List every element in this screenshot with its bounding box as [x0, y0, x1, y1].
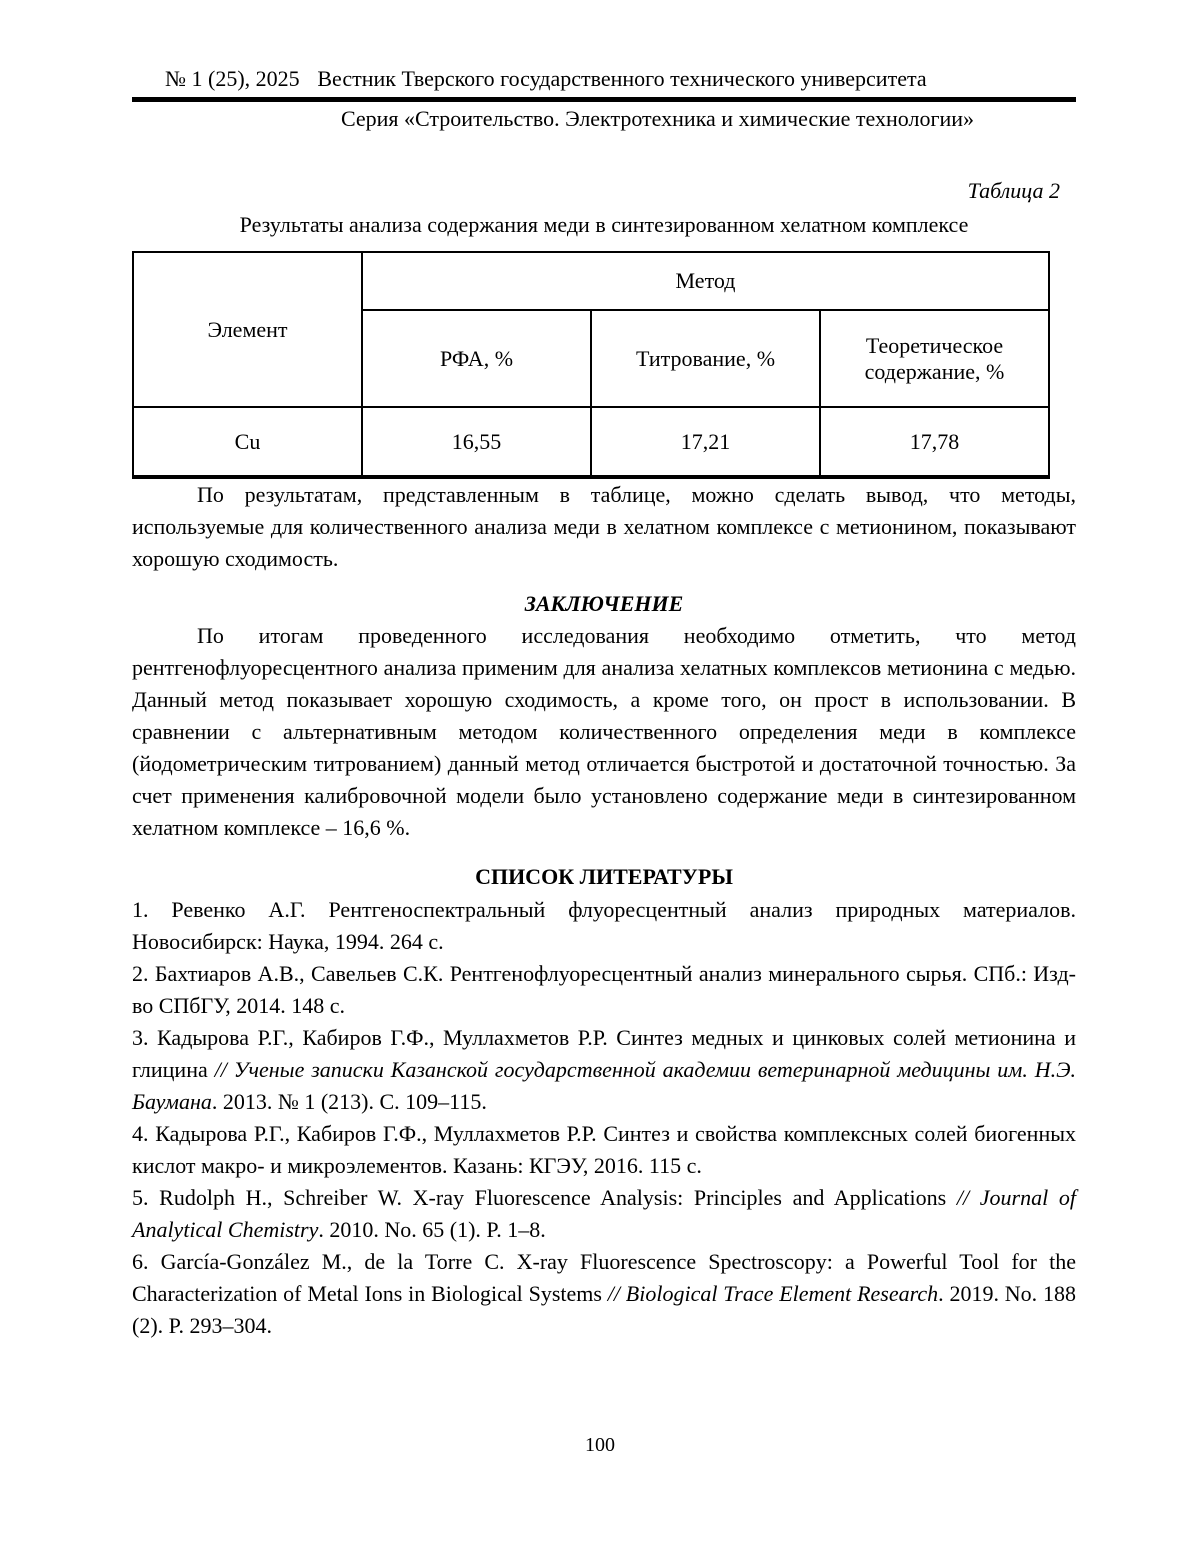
journal-header [132, 0, 1076, 132]
cell-theoretical-value: 17,78 [820, 407, 1049, 477]
paragraph-after-table: По результатам, представленным в таблице, можно сделать вывод, что методы, используемые для количественного анализа меди в хелатном комплексе с метионином, показывают хорошую сходимость. [132, 482, 1076, 571]
column-header-rfa: РФА, % [362, 310, 591, 407]
reference-item-1 [132, 894, 1076, 958]
column-header-theoretical: Теоретическое содержание, % [820, 310, 1049, 407]
header-rule [132, 97, 1076, 102]
reference-item-3 [132, 1022, 1076, 1118]
series-title: Серия «Строительство. Электротехника и химические технологии» [340, 106, 975, 131]
reference-item-2 [132, 958, 1076, 1022]
journal-title: Вестник Тверского государственного технического университета [317, 66, 927, 91]
ref-text: . 2013. № 1 (213). С. 109–115. [211, 1089, 487, 1114]
table-row [133, 407, 1049, 477]
column-header-titration: Титрование, % [591, 310, 820, 407]
conclusion-paragraph: По итогам проведенного исследования необходимо отметить, что метод рентгенофлуоресцентного анализа применим для анализа хелатных комплексов метионина с медью. Данный метод показывает хорошую сходимость, а кроме того, он прост в использовании. В сравнении с альтернативным методом количественного определения меди в комплексе (йодометрическим титрованием) данный метод отличается быстротой и достаточной точностью. За счет применения калибровочной модели было установлено содержание меди в синтезированном хелатном комплексе – 16,6 %. [132, 623, 1076, 840]
table-method-row [133, 252, 1049, 310]
ref-text: . 2010. No. 65 (1). P. 1–8. [318, 1217, 546, 1242]
ref-text: 5. Rudolph H., Schreiber W. X-ray Fluorescence Analysis: Principles and Applications [132, 1185, 957, 1210]
page-content [132, 0, 1076, 1342]
header-row [132, 0, 1076, 92]
table-caption: Результаты анализа содержания меди в синтезированном хелатном комплексе [239, 212, 969, 237]
ref-text: . 2019. No. 188 (2). P. 293–304. [132, 1281, 1076, 1338]
reference-item-4 [132, 1118, 1076, 1182]
cell-titration-value: 17,21 [591, 407, 820, 477]
references-heading: СПИСОК ЛИТЕРАТУРЫ [475, 864, 733, 889]
conclusion-heading: ЗАКЛЮЧЕНИЕ [524, 591, 684, 616]
ref-text: 4. Кадырова Р.Г., Кабиров Г.Ф., Муллахметов Р.Р. Синтез и свойства комплексных солей биогенных кислот макро- и микроэлементов. Казань: КГЭУ, 2016. 115 с. [132, 1121, 1076, 1178]
results-table [132, 251, 1050, 479]
ref-journal-italic: // Biological Trace Element Research [607, 1281, 939, 1306]
ref-text: 1. Ревенко А.Г. Рентгеноспектральный флуоресцентный анализ природных материалов. Новосибирск: Наука, 1994. 264 с. [132, 897, 1076, 954]
method-header-cell: Метод [362, 252, 1049, 310]
cell-element: Cu [133, 407, 362, 477]
ref-journal-italic: // Journal of Analytical Chemistry [132, 1185, 1077, 1242]
ref-text: 3. Кадырова Р.Г., Кабиров Г.Ф., Муллахметов Р.Р. Синтез медных и цинковых солей метионина и глицина [132, 1025, 1076, 1082]
reference-item-5 [132, 1182, 1076, 1246]
element-header-cell: Элемент [133, 252, 362, 407]
ref-text: 6. García-González M., de la Torre C. X-ray Fluorescence Spectroscopy: a Powerful Tool for the Characterization of Metal Ions in Biological Systems [132, 1249, 1076, 1306]
page-number: 100 [585, 1434, 615, 1456]
cell-rfa-value: 16,55 [362, 407, 591, 477]
ref-text: 2. Бахтиаров А.В., Савельев С.К. Рентгенофлуоресцентный анализ минерального сырья. СПб.: Изд-во СПбГУ, 2014. 148 с. [132, 961, 1076, 1018]
table-label: Таблица 2 [967, 178, 1060, 203]
issue-number: № 1 (25), 2025 [165, 66, 300, 91]
ref-journal-italic: // Ученые записки Казанской государственной академии ветеринарной медицины им. Н.Э. Баумана [132, 1057, 1076, 1114]
reference-item-6 [132, 1246, 1076, 1342]
